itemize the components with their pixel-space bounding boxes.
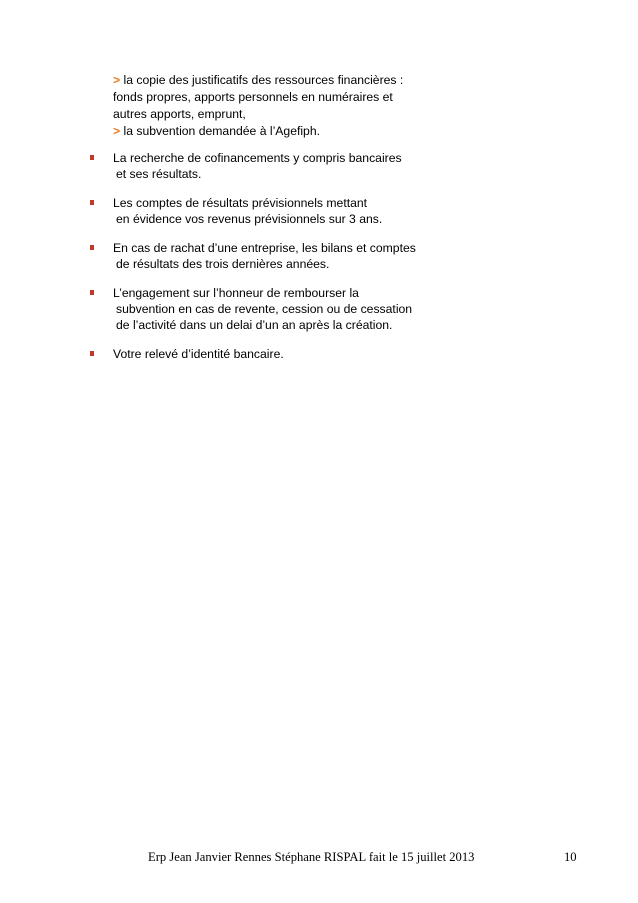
intro-line — [113, 123, 533, 140]
requirements-list — [88, 150, 528, 362]
intro-line — [113, 89, 533, 106]
list-item-line: de résultats des trois dernières années. — [116, 257, 330, 271]
arrow-marker: > — [113, 73, 121, 87]
list-item-line: La recherche de cofinancements y compris bancaires — [113, 151, 402, 165]
list-item-line: Votre relevé d’identité bancaire. — [113, 347, 284, 361]
square-bullet-icon — [90, 290, 94, 295]
list-item — [88, 150, 528, 182]
list-item-line: subvention en cas de revente, cession ou de cessation — [116, 302, 413, 316]
list-item-line: et ses résultats. — [116, 167, 202, 181]
list-item — [88, 195, 528, 227]
footer-text: Erp Jean Janvier Rennes Stéphane RISPAL fait le 15 juillet 2013 — [148, 850, 475, 864]
list-item — [88, 240, 528, 272]
list-item — [88, 285, 528, 333]
intro-block — [113, 72, 533, 140]
intro-line — [113, 72, 533, 89]
list-item-line: de l’activité dans un delai d’un an après la création. — [116, 318, 393, 332]
square-bullet-icon — [90, 200, 94, 205]
square-bullet-icon — [90, 351, 94, 356]
intro-line — [113, 106, 533, 123]
intro-line-text: la subvention demandée à l’Agefiph. — [120, 124, 321, 138]
list-item — [88, 346, 528, 362]
intro-line-text: fonds propres, apports personnels en numéraires et — [113, 90, 393, 104]
intro-line-text: autres apports, emprunt, — [113, 107, 246, 121]
page-number: 10 — [564, 850, 577, 864]
square-bullet-icon — [90, 245, 94, 250]
list-item-line: en évidence vos revenus prévisionnels sur 3 ans. — [116, 212, 383, 226]
list-item-line: En cas de rachat d’une entreprise, les bilans et comptes — [113, 241, 416, 255]
list-item-line: Les comptes de résultats prévisionnels mettant — [113, 196, 368, 210]
list-item-line: L’engagement sur l’honneur de rembourser la — [113, 286, 359, 300]
arrow-marker: > — [113, 124, 121, 138]
square-bullet-icon — [90, 155, 94, 160]
intro-line-text: la copie des justificatifs des ressources financières : — [120, 73, 404, 87]
